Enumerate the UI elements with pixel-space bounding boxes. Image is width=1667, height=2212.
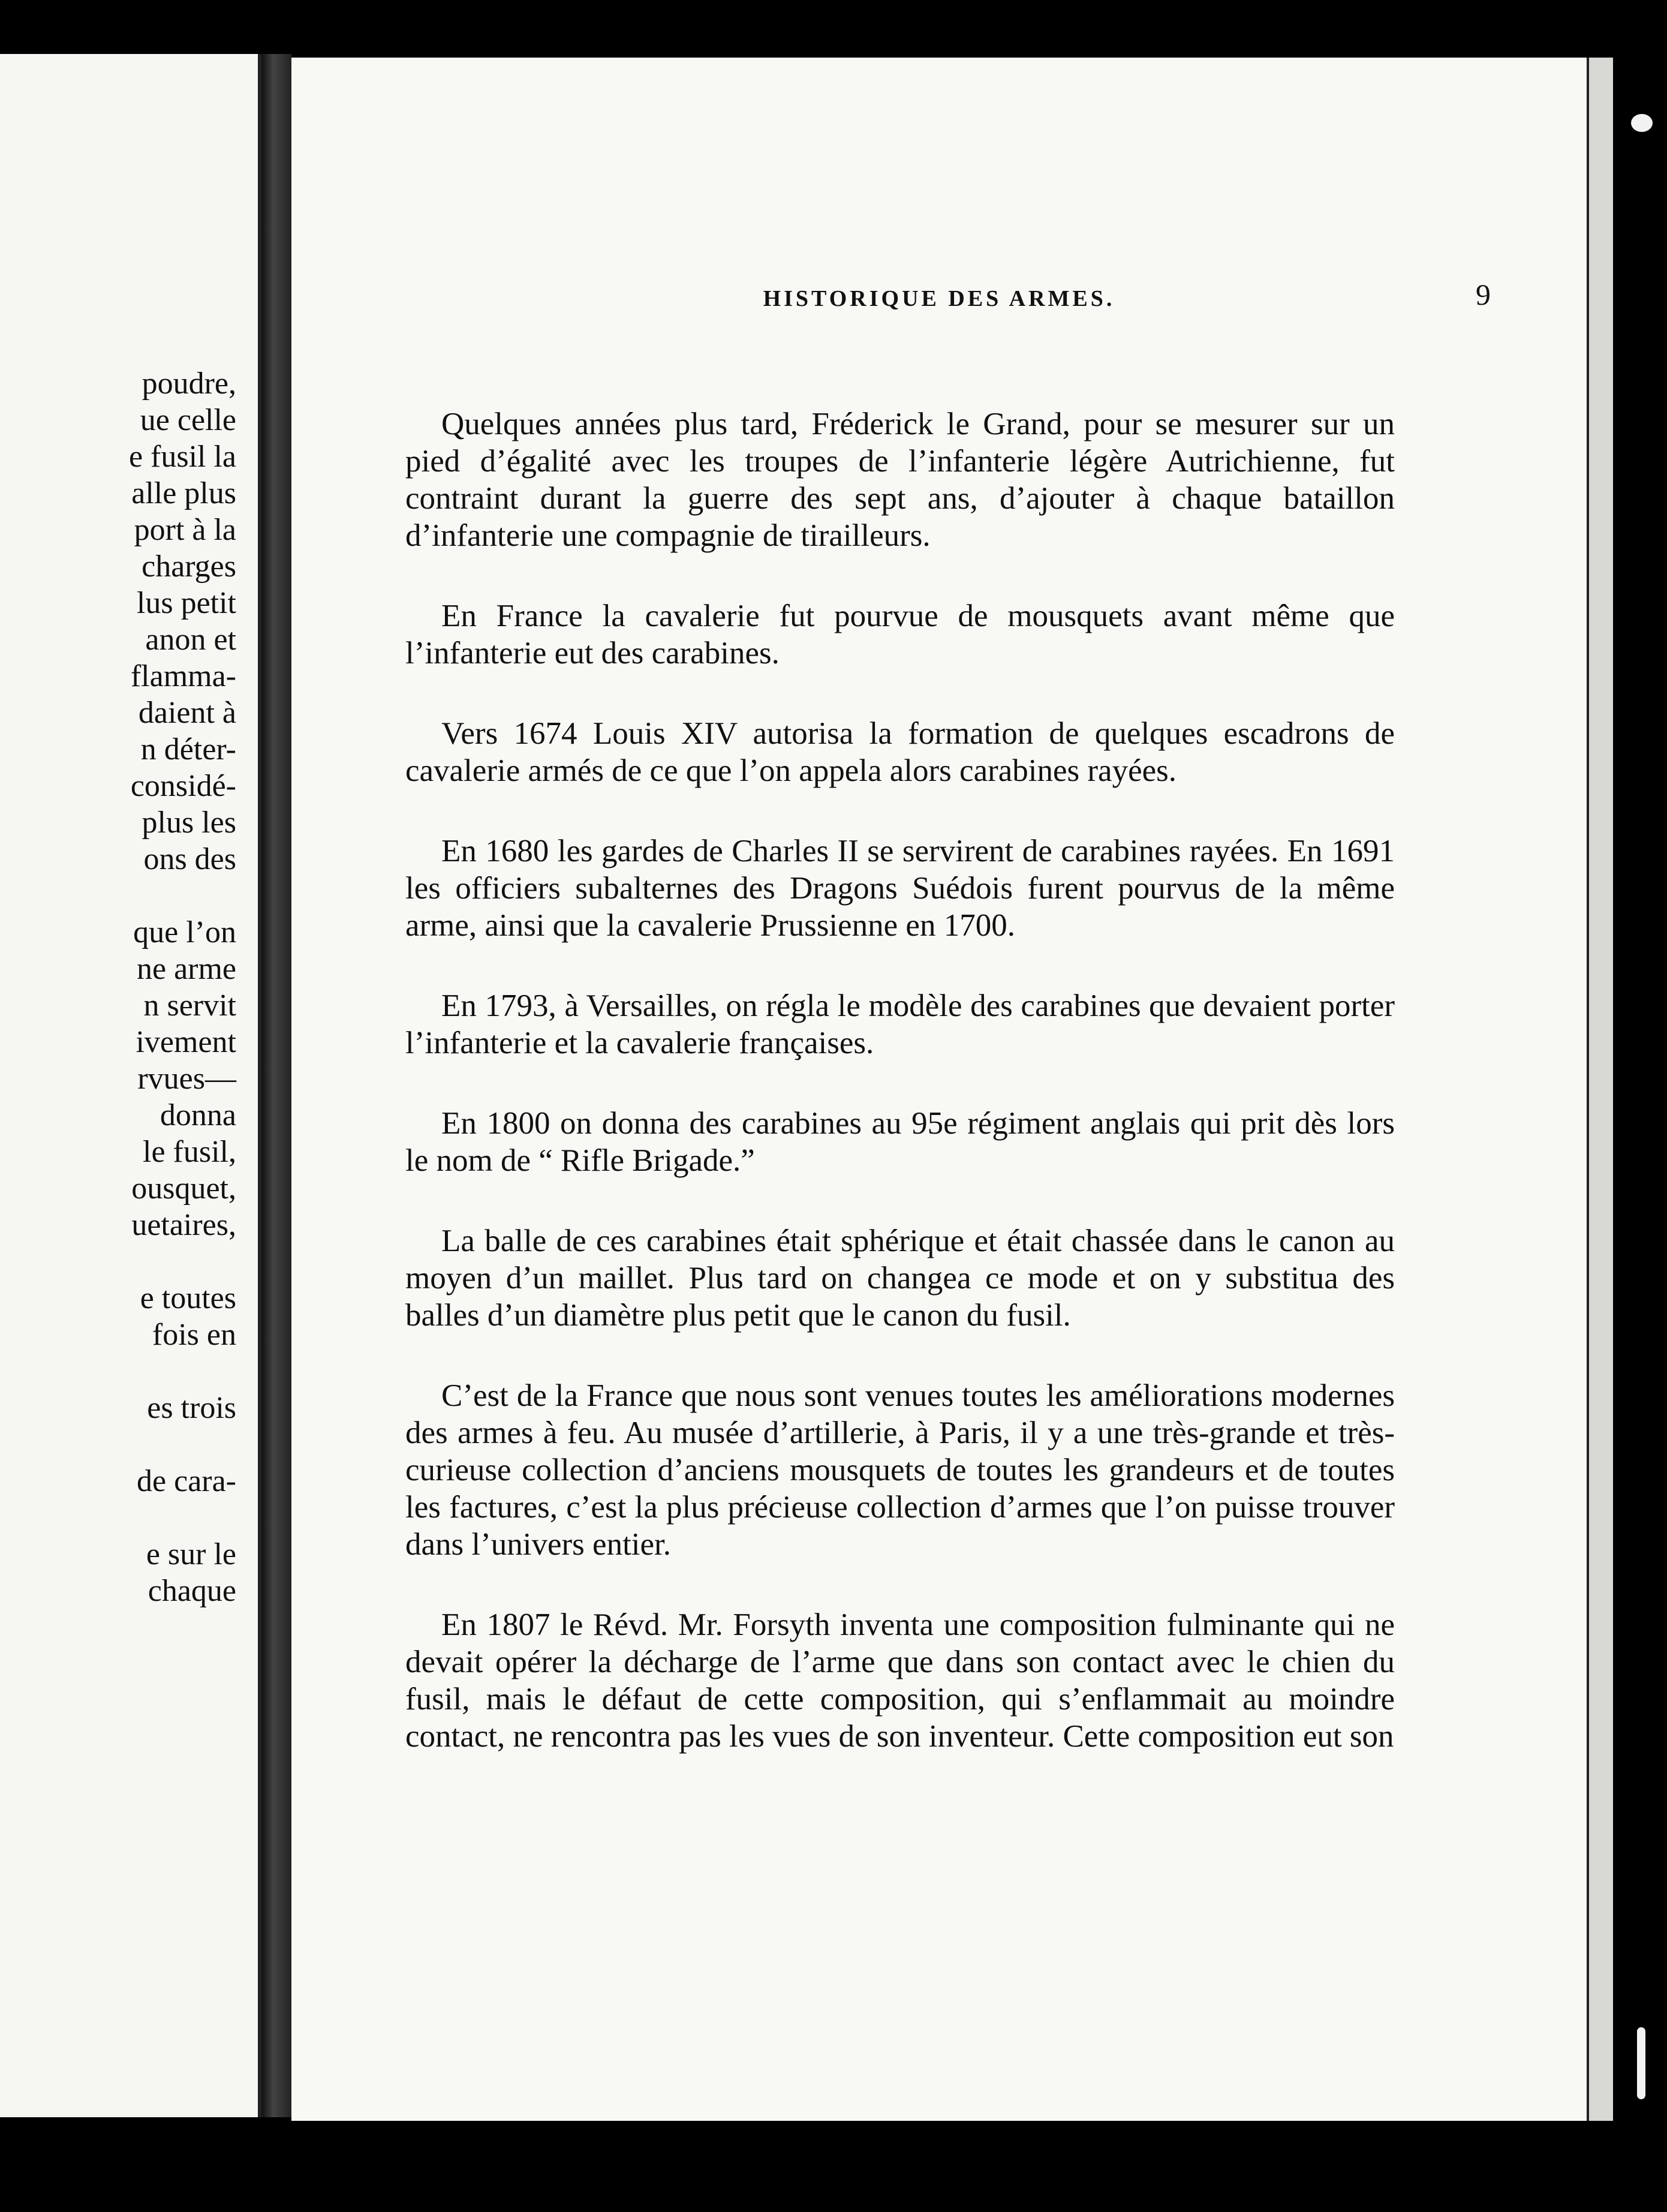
left-page-line: plus les [142,806,236,840]
left-page-line: port à la [134,513,236,547]
left-page-line: alle plus [131,476,236,510]
left-page-line: donna [160,1098,236,1132]
page-body [405,405,1395,1798]
left-page-line: ne arme [136,952,236,986]
page-number: 9 [1476,278,1491,311]
left-page-line: uetaires, [131,1208,236,1242]
left-page-line: es trois [147,1391,236,1425]
paragraph: En 1807 le Révd. Mr. Forsyth inventa une composition fulminante qui ne devait opérer la décharge de l’arme que dans son contact avec le chien du fusil, mais le défaut de cette composition, qui s’enflammait au moindre contact, ne rencontra pas les vues de son inventeur. Cette composition eut son [405,1607,1395,1754]
left-page-line: n déter- [140,732,236,767]
left-page-line: ousquet, [131,1171,236,1206]
left-page-line: charges [142,549,236,584]
book-page [291,58,1587,2121]
left-page-line: e sur le [146,1537,236,1571]
left-page-line: ivement [136,1025,236,1059]
paragraph: Quelques années plus tard, Fréderick le Grand, pour se mesurer sur un pied d’égalité avec les troupes de l’infanterie légère Autrichienne, fut contraint durant la guerre des sept ans, d’ajouter à chaque bataillon d’infanterie une compagnie de tirailleurs. [405,407,1395,553]
left-page-line: chaque [148,1574,236,1608]
left-page-line: ue celle [140,403,236,437]
left-page-line: de cara- [137,1464,236,1498]
page-edge [1587,58,1613,2121]
scan-speck-mark [1637,2027,1645,2099]
paragraph: En 1680 les gardes de Charles II se servirent de carabines rayées. En 1691 les officiers subalternes des Dragons Suédois furent pourvus de la même arme, ainsi que la cavalerie Prussienne en 1700. [405,834,1395,943]
left-page-line: que l’on [133,915,236,949]
left-page-line: anon et [145,623,236,657]
left-page-line: flamma- [130,659,236,693]
paragraph: La balle de ces carabines était sphérique et était chassée dans le canon au moyen d’un maillet. Plus tard on changea ce mode et on y substitua des balles d’un diamètre plus petit que le canon du fusil. [405,1224,1395,1333]
paragraph: En France la cavalerie fut pourvue de mousquets avant même que l’infanterie eut des carabines. [405,599,1395,671]
left-page-line: e toutes [140,1281,236,1315]
left-page-line: fois en [152,1318,236,1352]
book-gutter [261,54,291,2117]
left-page-line: ons des [143,842,236,876]
left-page-line: daient à [138,696,236,730]
previous-page-fragment [0,54,261,2117]
left-page-line: n servit [143,988,236,1023]
paragraph: C’est de la France que nous sont venues toutes les améliorations modernes des armes à feu. Au musée d’artillerie, à Paris, il y a une très-grande et très-curieuse collection d’anciens mousquets de toutes les grandeurs et de toutes les factures, c’est la plus précieuse collection d’armes que l’on puisse trouver dans l’univers entier. [405,1378,1395,1562]
scan-speck-mark [1631,114,1653,132]
paragraph: En 1800 on donna des carabines au 95e régiment anglais qui prit dès lors le nom de “ Rifle Brigade.” [405,1106,1395,1178]
left-page-line: le fusil, [143,1135,236,1169]
left-page-line: e fusil la [128,440,236,474]
running-header: HISTORIQUE DES ARMES. [763,286,1115,311]
left-page-line: lus petit [136,586,236,620]
paragraph: En 1793, à Versailles, on régla le modèle des carabines que devaient porter l’infanterie et la cavalerie françaises. [405,988,1395,1060]
left-page-line: considé- [130,769,236,803]
paragraph: Vers 1674 Louis XIV autorisa la formation de quelques escadrons de cavalerie armés de ce que l’on appela alors carabines rayées. [405,716,1395,788]
left-page-line: poudre, [142,366,236,401]
left-page-line: rvues— [137,1062,236,1096]
